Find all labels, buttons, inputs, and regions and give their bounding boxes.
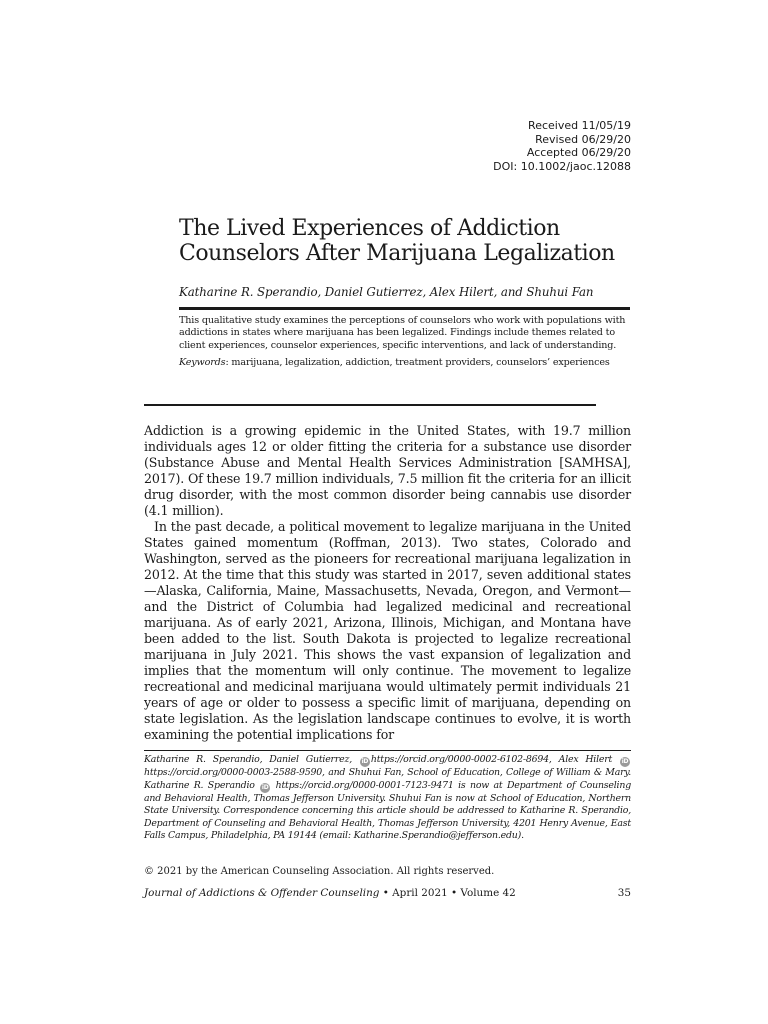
orcid-icon[interactable]: iD [261,783,269,791]
footnote-rule [144,750,631,751]
keywords [179,357,630,369]
orcid-link-gutierrez[interactable]: https://orcid.org/0000-0002-6102-8694, [370,754,552,765]
submission-history [493,119,631,173]
revised-date: Revised 06/29/20 [535,132,631,146]
accepted-date: Accepted 06/29/20 [526,146,631,160]
orcid-icon[interactable]: iD [621,758,629,765]
orcid-icon[interactable]: iD [361,758,369,765]
title-line-2: Counselors After Marijuana Legalization [179,241,615,266]
title-line-1: The Lived Experiences of Addiction [179,216,560,241]
body-paragraph-1: Addiction is a growing epidemic in the United States, with 19.7 million individuals ages 12 or older fitting the criteria for a substance use disorder (Substance Abuse and Mental Health Services Administration [SAMHSA], 2017). Of these 19.7 million individuals, 7.5 million fit the criteria for an illicit drug disorder, with the most common disorder being cannabis use disorder (4.1 million). [144,423,631,518]
abstract: This qualitative study examines the perceptions of counselors who work with populations with addictions in states where marijuana has been legalized. Findings include themes related to client experiences, counselor experiences, specific interventions, and lack of understanding. [179,315,626,351]
keywords-list: : marijuana, legalization, addiction, treatment providers, counselors’ experiences [225,357,610,369]
abstract-bottom-rule [144,404,596,406]
article-page [144,0,631,1024]
abstract-top-rule [179,307,630,310]
author-footnote [144,754,631,843]
keywords-label: Keywords [179,357,226,369]
footnote-affiliations: is now at Department of Counseling and Behavioral Health, Thomas Jefferson University. Shuhui Fan is now at School of Education, Northern State University. Correspondence concerning this article should be addressed to Katharine R. Sperandio, Department of Counseling and Behavioral Health, Thomas Jefferson University, 4201 Henry Avenue, East Falls Campus, Philadelphia, PA 19144 (email: Katharine.Sperandio@jefferson.edu). [144,779,631,842]
footnote-authors-3: and Shuhui Fan, School of Education, College of William & Mary. Katharine R. Sperandio [144,767,632,791]
footnote-authors-2: Alex Hilert [558,754,613,765]
footnote-authors-1: Katharine R. Sperandio, Daniel Gutierrez, [144,754,352,765]
article-title [179,216,615,266]
orcid-link-sperandio[interactable]: https://orcid.org/0000-0001-7123-9471 [275,779,454,791]
received-date: Received 11/05/19 [528,119,631,132]
journal-issue: • April 2021 • Volume 42 [379,887,516,899]
journal-name: Journal of Addictions & Offender Counseling [144,887,380,899]
journal-footer [144,887,631,899]
doi: DOI: 10.1002/jaoc.12088 [493,159,631,173]
orcid-link-hilert[interactable]: https://orcid.org/0000-0003-2588-9590, [144,767,325,778]
body-text [144,423,631,743]
copyright-notice: © 2021 by the American Counseling Association. All rights reserved. [144,866,495,877]
author-list: Katharine R. Sperandio, Daniel Gutierrez, Alex Hilert, and Shuhui Fan [179,285,594,299]
page-number: 35 [617,887,631,899]
body-paragraph-2: In the past decade, a political movement to legalize marijuana in the United States gained momentum (Roffman, 2013). Two states, Colorado and Washington, served as the pioneers for recreational marijuana legalization in 2012. At the time that this study was started in 2017, seven additional states—Alaska, California, Maine, Massachusetts, Nevada, Oregon, and Vermont—and the District of Columbia had legalized medicinal and recreational marijuana. As of early 2021, Arizona, Illinois, Michigan, and Montana have been added to the list. South Dakota is projected to legalize recreational marijuana in July 2021. This shows the vast expansion of legalization and implies that the momentum will only continue. The movement to legalize recreational and medicinal marijuana would ultimately permit individuals 21 years of age or older to possess a specific limit of marijuana, depending on state legislation. As the legislation landscape continues to evolve, it is worth examining the potential implications for [144,519,631,742]
abstract-box [179,307,630,370]
